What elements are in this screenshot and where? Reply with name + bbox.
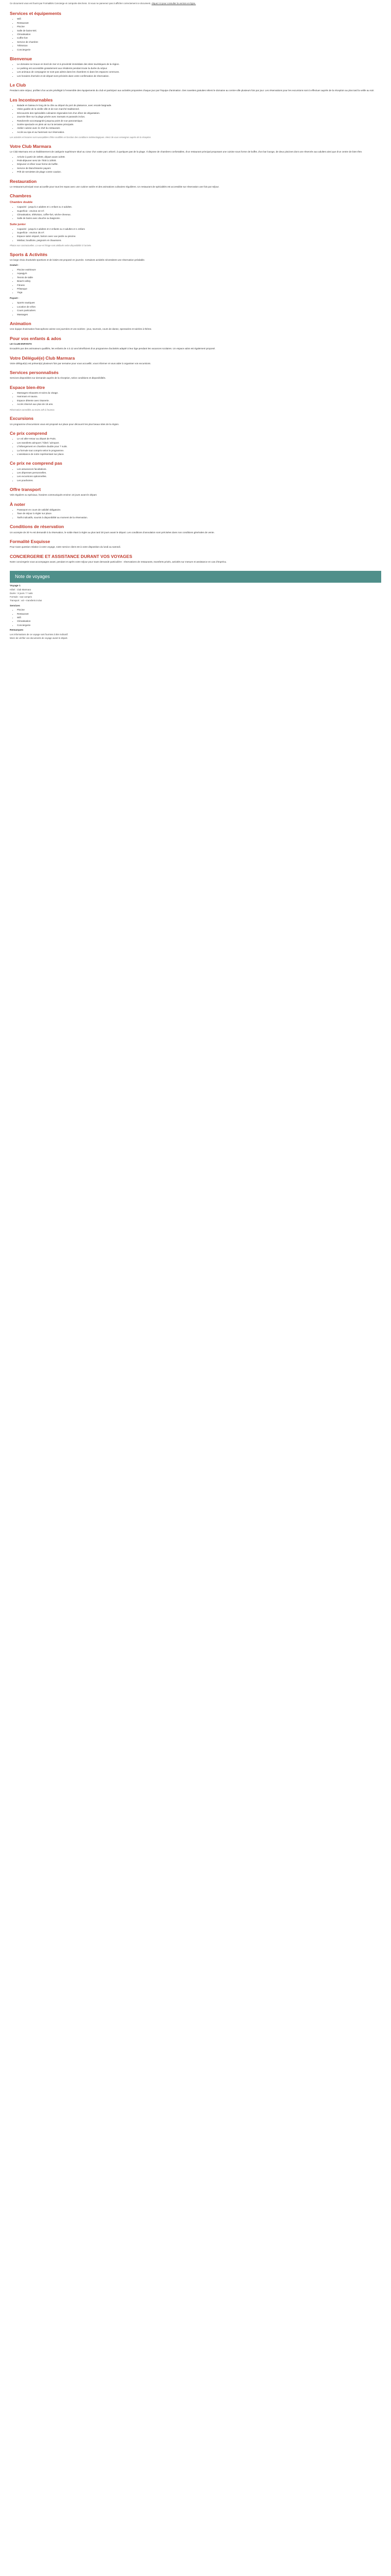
animation-title: Animation — [10, 321, 31, 327]
restauration-paragraph: Le restaurant principal vous accueille pour tous les repas avec une cuisine variée et des animations culinaires régulières. Un restaurant de spécialités est accessible sur réservation une fois par séjour. — [10, 185, 219, 188]
list-item: • L'assistance de notre représentant sur place. — [17, 453, 381, 456]
concierge-paragraph: Notre conciergerie vous accompagne avant, pendant et après votre séjour pour toute demande particulière : réservations de restaurants, transferts privés, activités sur mesure et assistance en cas d'imprévu. — [10, 560, 227, 563]
concierge-title: CONCIERGERIE ET ASSISTANCE DURANT VOS VOYAGES — [10, 553, 133, 559]
sports-paid-label: Payant : — [10, 296, 19, 299]
list-item: • Accès réservé aux plus de 16 ans. — [17, 403, 381, 406]
voyage-meta-line: Hôtel : Club Marmara — [10, 588, 31, 591]
transport-paragraph: Vols réguliers ou spéciaux, horaires communiqués environ 10 jours avant le départ. — [10, 494, 97, 497]
chambres-title: Chambres — [10, 193, 31, 199]
list-item: • Randonnée accompagnée jusqu'au point de vue panoramique. — [17, 120, 381, 123]
list-item: • Le vol aller-retour au départ de Paris. — [17, 437, 381, 440]
list-item: • Taxe de séjour à régler sur place. — [17, 512, 381, 515]
bien-etre-note: Réservation conseillée au moins 24h à l'avance. — [10, 408, 55, 411]
personnalises-paragraph: Services disponibles sur demande auprès de la réception, selon conditions et disponibilités. — [10, 377, 106, 380]
sports-free-label: Gratuit : — [10, 263, 19, 266]
list-item: • Wifi — [17, 18, 381, 21]
list-item: • Climatisation — [17, 33, 381, 36]
incontournables-note: Les activités et horaires sont susceptibles d'être modifiés en fonction des conditions météorologiques. Merci de vous renseigner auprès de la réception. — [10, 136, 152, 139]
list-item: • Les assurances facultatives. — [17, 468, 381, 471]
list-item: • La formule tout compris selon le programme. — [17, 449, 381, 452]
list-item: • Capacité : jusqu'à 2 adultes et 2 enfants ou 3 adultes et 1 enfant. — [17, 228, 381, 231]
list-item: • Cours particuliers — [17, 309, 381, 312]
list-item: • Fitness — [17, 284, 381, 287]
conditions-title: Conditions de réservation — [10, 524, 64, 530]
voyage-services-title: Services — [10, 604, 20, 607]
hotel-list — [17, 156, 381, 174]
list-item: • Passeport en cours de validité obligatoire. — [17, 509, 381, 512]
enfants-paragraph: Encadrés par des animateurs qualifiés, les enfants de 4 à 12 ans bénéficient d'un programme d'activités adapté à leur âge pendant les vacances scolaires. Un espace ados est également proposé. — [10, 347, 216, 350]
club-paragraph: Pendant votre séjour, profitez d'un accès privilégié à l'ensemble des équipements du club et participez aux activités proposées chaque jour par l'équipe d'animation. Des navettes gratuites relient le domaine au centre-ville plusieurs fois par jour. Les réservations pour les excursions sont à effectuer auprès de la réception au plus tard la veille au soir. — [10, 89, 374, 92]
voyage-meta-line: Formule : tout compris — [10, 596, 32, 599]
animation-paragraph: Une équipe d'animation francophone anime vos journées et vos soirées : jeux, tournois, cours de danse, spectacles et soirées à thème. — [10, 328, 152, 331]
list-item: • Piscine — [17, 608, 381, 612]
voyage-services-list — [17, 608, 381, 627]
list-item: • Beach-volley — [17, 280, 381, 283]
sports-paid-list — [17, 301, 381, 316]
excursions-title: Excursions — [10, 416, 34, 421]
email-notice — [10, 1, 381, 6]
a-noter-title: À noter — [10, 501, 25, 507]
list-item: • Journée libre sur la plage privée avec transats et parasols inclus. — [17, 115, 381, 118]
list-item: • Balade en bateau le long de la côte au départ du port de plaisance, avec escale baignade. — [17, 104, 381, 107]
prixne-list — [17, 468, 381, 483]
list-item: • Tennis de table — [17, 276, 381, 279]
list-item: • Superficie : environ 35 m². — [17, 231, 381, 234]
list-item: • Yoga — [17, 291, 381, 294]
list-item: • Superficie : environ 22 m². — [17, 210, 381, 213]
services-title: Services et équipements — [10, 11, 61, 16]
room-superior-list — [17, 228, 381, 243]
list-item: • Télévision — [17, 44, 381, 47]
list-item: • Hammam et sauna. — [17, 395, 381, 398]
list-item: • Wifi — [17, 616, 381, 619]
list-item: • Espace salon séparé, balcon avec vue jardin ou piscine. — [17, 235, 381, 238]
list-item: • Coffre-fort — [17, 37, 381, 40]
list-item: • Pétanque — [17, 287, 381, 291]
delegue-paragraph: Votre délégué(e) est présent(e) plusieurs fois par semaine pour vous accueillir, vous informer et vous aider à organiser vos excursions. — [10, 362, 151, 365]
sports-free-list — [17, 268, 381, 295]
notice-text: Ce document vous est fourni par Formalités Concierge et comporte des liens. Si vous ne parvenez pas à afficher correctement ce document, — [10, 2, 151, 5]
list-item: • Tarifs indicatifs, soumis à disponibilité au moment de la réservation. — [17, 516, 381, 519]
list-item: • Soirée spectacle en plein air sur la terrasse principale. — [17, 123, 381, 126]
list-item: • Le domaine se trouve en bord de mer et à proximité immédiate des sites touristiques de la région. — [17, 63, 381, 66]
voyage-note-line: Merci de vérifier vos documents de voyage avant le départ. — [10, 637, 68, 640]
list-item: • Le parking est accessible gratuitement aux résidents pendant toute la durée du séjour. — [17, 67, 381, 70]
list-item: • Aquagym — [17, 272, 381, 275]
list-item: • Atelier cuisine avec le chef du restaurant. — [17, 127, 381, 130]
prix-title: Ce prix comprend — [10, 431, 47, 436]
excursions-paragraph: Un programme d'excursions vous est proposé sur place pour découvrir les plus beaux sites de la région. — [10, 422, 120, 426]
list-item: • Service de chambre — [17, 41, 381, 44]
notes-section-label: Note de voyages — [15, 574, 50, 580]
list-item: • Salle de bains avec douche ou baignoire. — [17, 217, 381, 220]
list-item: • Massages — [17, 313, 381, 316]
list-item: • Les animaux de compagnie ne sont pas admis dans les chambres ni dans les espaces communs. — [17, 71, 381, 74]
list-item: • Piscine — [17, 25, 381, 28]
hotel-paragraph: Le Club Marmara est un établissement de catégorie supérieure situé au cœur d'un vaste parc arboré, à quelques pas de la plage. Il dispose de chambres confortables, d'un restaurant principal proposant une cuisine sous forme de buffet, d'un bar lounge, de deux piscines dont une réservée aux adultes ainsi que d'un centre de bien-être. — [10, 150, 363, 154]
list-item: • Piscine extérieure — [17, 268, 381, 272]
voyage-note-line: Les informations de ce voyage sont fournies à titre indicatif. — [10, 633, 68, 636]
list-item: • Conciergerie — [17, 48, 381, 52]
list-item: • Les transferts aéroport / hôtel / aéroport. — [17, 442, 381, 445]
voyage-meta-line: Transport : vol + transferts inclus — [10, 599, 42, 602]
a-noter-list — [17, 509, 381, 519]
voyage-meta-line: Durée : 8 jours / 7 nuits — [10, 592, 33, 595]
list-item: • Arrivée à partir de 15h00, départ avant 11h00. — [17, 156, 381, 159]
voyage-title: Voyage 1 — [10, 584, 21, 587]
enfants-subtitle: LE CLUB ENFANTS — [10, 342, 32, 345]
personnalises-title: Services personnalisés — [10, 370, 59, 376]
list-item: • Les horaires d'arrivée et de départ sont précisés dans votre confirmation de réservation. — [17, 75, 381, 78]
list-item: • Location de vélos — [17, 306, 381, 309]
list-item: • Restaurant — [17, 22, 381, 25]
conditions-paragraph: Un acompte de 30 % est demandé à la réservation, le solde étant à régler au plus tard 30 jours avant le départ. Les conditions d'annulation sont précisées dans nos conditions générales de vente. — [10, 531, 215, 534]
room-superior-title: Suite junior — [10, 223, 26, 226]
list-item: • Espace détente avec tisanerie. — [17, 399, 381, 402]
sports-title: Sports & Activités — [10, 251, 47, 257]
incontournables-list — [17, 104, 381, 134]
restauration-title: Restauration — [10, 178, 37, 184]
list-item: • Restaurant — [17, 613, 381, 616]
list-item: • Service de blanchisserie payant. — [17, 167, 381, 170]
room-standard-list — [17, 206, 381, 221]
formalite-esquisse-paragraph: Pour toute question relative à votre voyage, notre service client est à votre disposition du lundi au samedi. — [10, 546, 121, 549]
bien-etre-list — [17, 392, 381, 406]
bienvenue-list — [17, 63, 381, 78]
enfants-title: Pour vos enfants & ados — [10, 335, 61, 341]
voyage-notes-title: Remarques — [10, 629, 24, 632]
list-item: • Capacité : jusqu'à 2 adultes et 1 enfant ou 3 adultes. — [17, 206, 381, 209]
list-item: • Conciergerie — [17, 624, 381, 627]
services-list — [17, 18, 381, 52]
list-item: • Les excursions optionnelles. — [17, 475, 381, 478]
formalite-esquisse-title: Formalité Esquisse — [10, 538, 50, 544]
hotel-title: Votre Club Marmara — [10, 143, 52, 149]
notes-section-bar — [10, 571, 381, 583]
prixne-title: Ce prix ne comprend pas — [10, 461, 62, 466]
bien-etre-title: Espace bien-être — [10, 384, 45, 390]
list-item: • L'hébergement en chambre double pour 7 nuits. — [17, 445, 381, 448]
prix-list — [17, 437, 381, 456]
list-item: • Massages relaxants et soins du visage. — [17, 392, 381, 395]
list-item: • Minibar, bouilloire, peignoirs et chaussons. — [17, 239, 381, 242]
transport-title: Offre transport — [10, 487, 41, 493]
incontournables-title: Les Incontournables — [10, 97, 53, 103]
list-item: • Climatisation, télévision, coffre-fort, sèche-cheveux. — [17, 213, 381, 216]
list-item: • Les dépenses personnelles. — [17, 471, 381, 474]
voyage-block — [10, 585, 381, 640]
chambres-note: Photos non contractuelles. La vue et l'étage sont attribués selon disponibilité à l'arrivée. — [10, 244, 92, 247]
list-item: • Salle de bains-WC — [17, 29, 381, 32]
list-item: • Prêt de serviettes de plage contre caution. — [17, 171, 381, 174]
bienvenue-title: Bienvenue — [10, 56, 32, 62]
page — [10, 0, 381, 640]
club-title: Le Club — [10, 82, 26, 88]
list-item: • Climatisation — [17, 620, 381, 623]
list-item: • Découverte des spécialités culinaires régionales lors d'un dîner de dégustation. — [17, 112, 381, 115]
list-item: • Visite guidée de la vieille ville et de son marché traditionnel. — [17, 108, 381, 111]
list-item: • Les pourboires. — [17, 479, 381, 482]
online-version-link[interactable]: cliquez ici pour consulter la version en ligne. — [151, 2, 196, 5]
delegue-title: Votre Délégué(e) Club Marmara — [10, 355, 75, 361]
list-item: • Accès au spa et au hammam sur réservation. — [17, 131, 381, 134]
room-standard-title: Chambre double — [10, 201, 33, 205]
list-item: • Petit-déjeuner servi de 7h00 à 10h00. — [17, 159, 381, 162]
sports-paragraph: Un large choix d'activités sportives et de loisirs est proposé en journée. Certaines activités nécessitent une réservation préalable. — [10, 259, 145, 262]
list-item: • Sports nautiques — [17, 301, 381, 304]
list-item: • Déjeuner et dîner sous forme de buffet. — [17, 163, 381, 166]
